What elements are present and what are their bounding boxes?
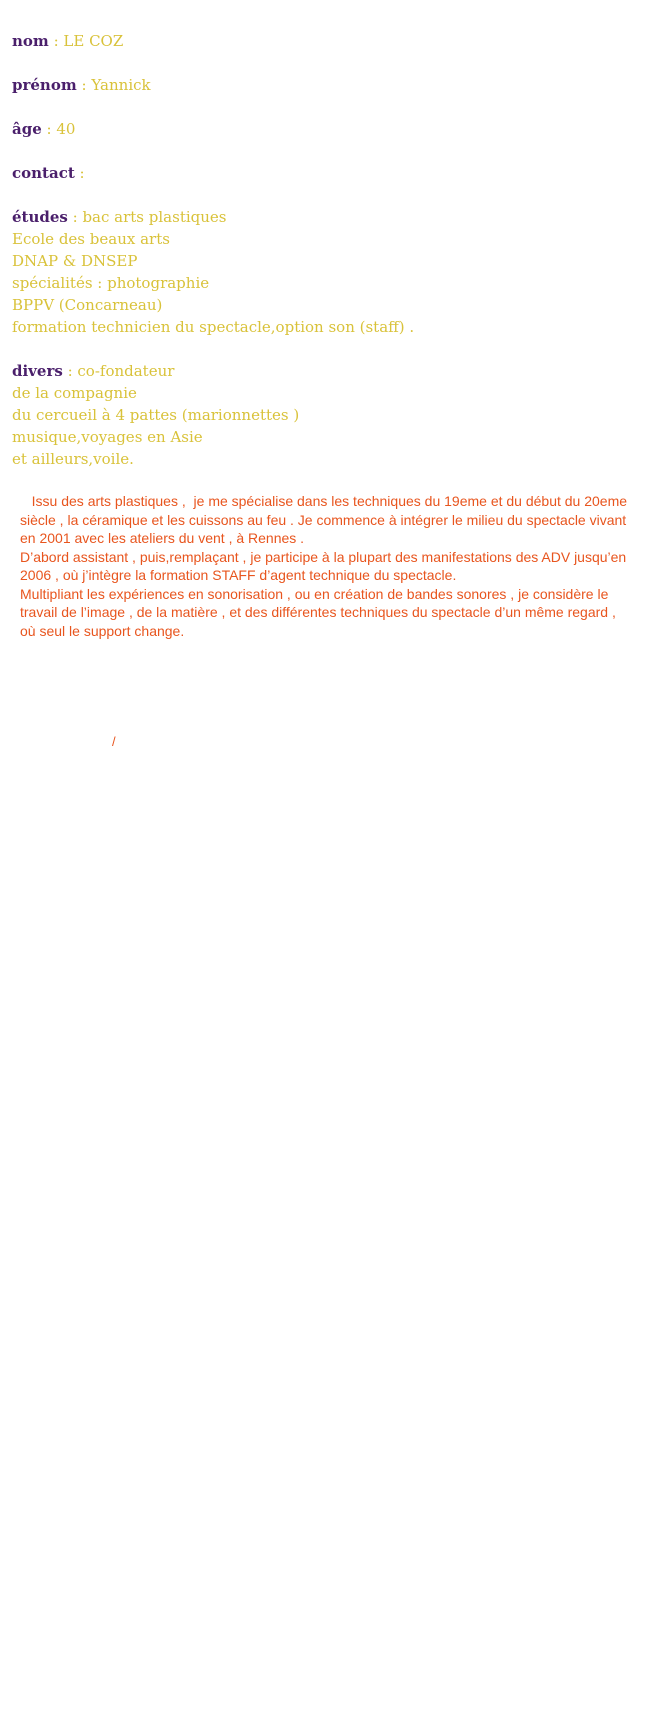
specialites-label: spécialités [12, 274, 93, 292]
nom-separator: : [48, 32, 64, 50]
nom-row [12, 30, 632, 52]
divers-line: et ailleurs,voile. [12, 450, 134, 468]
age-separator: : [41, 120, 57, 138]
prenom-separator: : [76, 76, 92, 94]
specialites-separator: : [92, 274, 108, 292]
etudes-line: Ecole des beaux arts [12, 230, 170, 248]
profile-section [12, 30, 632, 470]
age-row [12, 118, 632, 140]
prenom-value: Yannick [91, 76, 151, 94]
divers-line: du cercueil à 4 pattes (marionnettes ) [12, 406, 300, 424]
etudes-line: DNAP & DNSEP [12, 252, 138, 270]
etudes-line: BPPV (Concarneau) [12, 296, 163, 314]
divers-separator: : [62, 362, 78, 380]
contact-row [12, 162, 632, 184]
etudes-separator: : [67, 208, 83, 226]
age-value: 40 [56, 120, 76, 138]
nom-value: LE COZ [63, 32, 124, 50]
specialites-value: photographie [107, 274, 210, 292]
stray-mark: / [112, 734, 116, 749]
bio-paragraph: D’abord assistant , puis,remplaçant , je participe à la plupart des manifestations des ADV jusqu’en 2006 , où j’intègre la formation STAFF d’agent technique du spectacle. [20, 548, 627, 583]
divers-label: divers [12, 362, 63, 380]
divers-line: musique,voyages en Asie [12, 428, 203, 446]
etudes-line: bac arts plastiques [82, 208, 227, 226]
divers-line: de la compagnie [12, 384, 137, 402]
specialites-row [12, 272, 632, 294]
divers-line: co-fondateur [77, 362, 175, 380]
prenom-label: prénom [12, 76, 77, 94]
etudes-line: formation technicien du spectacle,option son (staff) . [12, 318, 415, 336]
contact-separator: : [74, 164, 85, 182]
etudes-label: études [12, 208, 68, 226]
contact-label: contact [12, 164, 75, 182]
divers-row [12, 360, 632, 382]
biography [20, 492, 630, 640]
etudes-row [12, 206, 632, 228]
age-label: âge [12, 120, 42, 138]
prenom-row [12, 74, 632, 96]
bio-paragraph: Issu des arts plastiques , je me spécialise dans les techniques du 19eme et du début du 20eme siècle , la céramique et les cuissons au feu . Je commence à intégrer le milieu du spectacle vivant en 2001 avec les ateliers du vent , à Rennes . [20, 493, 631, 546]
bio-paragraph: Multipliant les expériences en sonorisation , ou en création de bandes sonores , je considère le travail de l’image , de la matière , et des différentes techniques du spectacle d’un même regard , où seul le support change. [20, 585, 616, 639]
nom-label: nom [12, 32, 49, 50]
